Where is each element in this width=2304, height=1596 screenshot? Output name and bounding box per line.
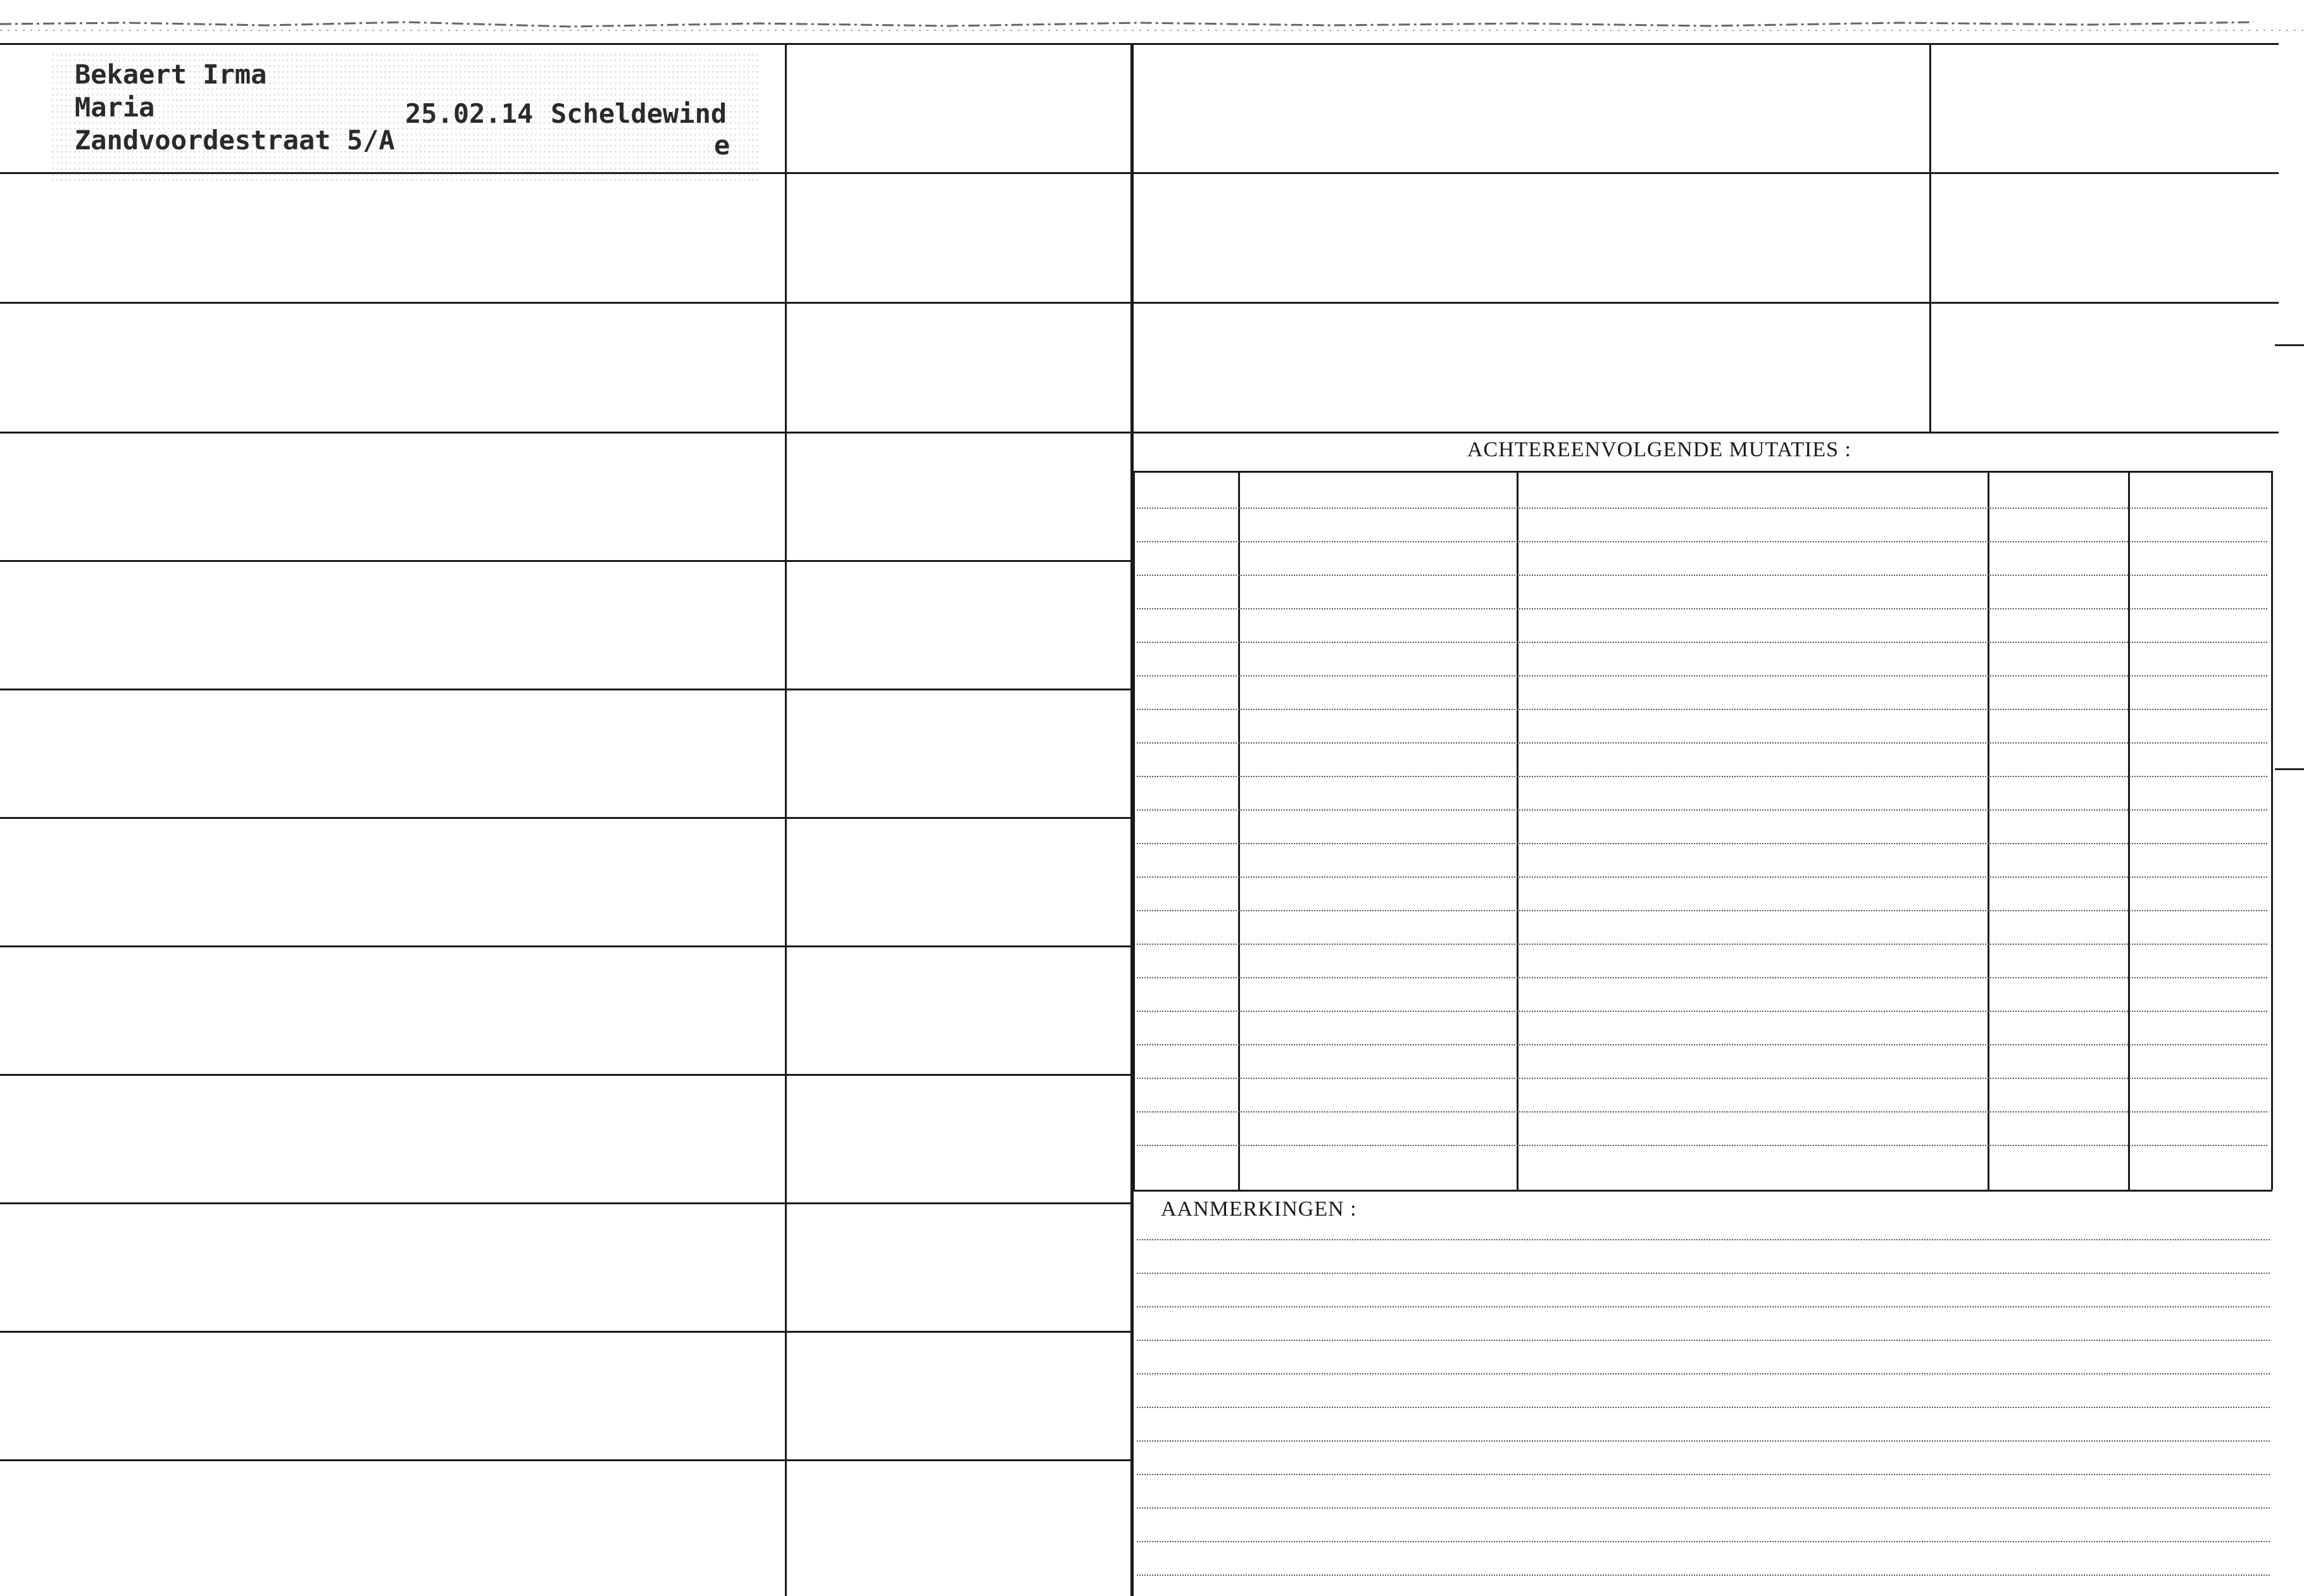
mutations-row-line [1137,608,2267,609]
remarks-heading: AANMERKINGEN : [1161,1197,1357,1221]
mutations-row-line [1137,843,2267,844]
remarks-line [1137,1440,2270,1442]
mutations-row-line [1137,575,2267,576]
left-row-rule [0,1459,1130,1461]
edge-tick-mark [2275,768,2304,770]
remarks-line [1137,1474,2270,1475]
mutations-row-line [1137,675,2267,676]
left-row-rule [0,432,1130,433]
left-row-rule [0,560,1130,562]
left-column-divider [785,44,787,1596]
mutations-row-line [1137,541,2267,542]
left-row-rule [0,945,1130,947]
remarks-line [1137,1306,2270,1307]
entry-street: Zandvoordestraat 5/A [75,125,395,156]
mutations-row-line [1137,809,2267,811]
mutations-row-line [1137,642,2267,643]
remarks-line [1137,1373,2270,1375]
mutations-row-line [1137,508,2267,509]
mutations-row-line [1137,1011,2267,1012]
entry-place-continued: e [714,130,730,161]
left-row-rule [0,817,1130,819]
entry-given-name: Maria [75,92,155,123]
mutations-row-line [1137,910,2267,911]
remarks-line [1137,1340,2270,1341]
mutations-col-divider [1238,471,1240,1190]
entry-name: Bekaert Irma [75,59,267,90]
left-row-rule [0,689,1130,690]
upper-right-row-rule [1130,432,2279,433]
typed-entry [75,58,746,169]
mutations-row-line [1137,1145,2267,1146]
edge-tick-mark [2275,344,2304,346]
mutations-row-line [1137,709,2267,710]
mutations-col-divider [2128,471,2130,1190]
left-row-rule [0,302,1130,304]
top-rule [0,43,2279,45]
entry-place: Scheldewind [551,98,727,129]
upper-right-divider [1929,44,1931,432]
entry-date: 25.02.14 [405,98,534,129]
upper-right-row-rule [1130,302,2279,304]
mutations-row-line [1137,944,2267,945]
mutations-row-line [1137,977,2267,978]
mutations-row-line [1137,1078,2267,1079]
mutations-table-left [1133,471,1135,1190]
remarks-line [1137,1541,2270,1542]
mutations-table-right [2271,471,2273,1190]
mutations-row-line [1137,876,2267,878]
scanned-top-edge [0,11,2304,37]
remarks-line [1137,1507,2270,1509]
mutations-table-top [1133,471,2272,473]
remarks-line [1137,1273,2270,1274]
mutations-col-divider [1988,471,1989,1190]
upper-right-row-rule [1130,172,2279,174]
mutations-col-divider [1517,471,1518,1190]
mutations-heading: ACHTEREENVOLGENDE MUTATIES : [1467,438,1851,461]
mutations-table-bottom [1133,1190,2272,1192]
mutations-row-line [1137,1111,2267,1113]
remarks-line [1137,1407,2270,1408]
left-row-rule [0,1074,1130,1076]
remarks-line [1137,1574,2270,1576]
left-row-rule [0,1202,1130,1204]
remarks-line [1137,1239,2270,1240]
mutations-row-line [1137,1044,2267,1045]
mutations-row-line [1137,776,2267,777]
mutations-row-line [1137,742,2267,744]
left-row-rule [0,1331,1130,1333]
